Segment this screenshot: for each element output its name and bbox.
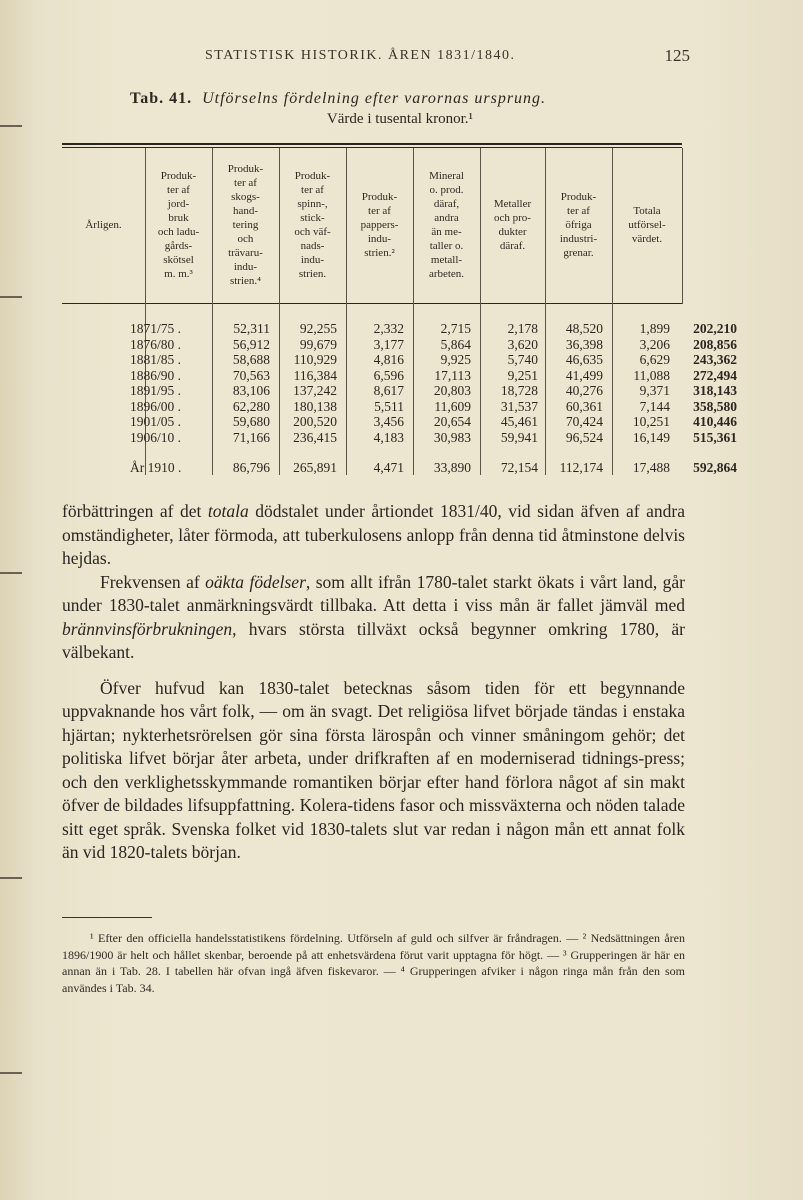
column-divider <box>682 148 683 304</box>
value-cell: 46,635 <box>565 352 603 367</box>
footnotes <box>62 930 685 996</box>
period-cell: 1891/95 . <box>130 383 182 398</box>
total-cell: 272,494 <box>693 367 737 383</box>
value-cell: 20,803 <box>433 383 471 398</box>
value-cell: 45,461 <box>500 414 538 429</box>
column-header: Produk- ter af jord- bruk och ladu- gårds- skötsel m. m.³ <box>157 170 200 280</box>
period-cell: 1896/00 . <box>130 398 182 414</box>
value-cell: 17,113 <box>434 367 471 383</box>
value-cell: 70,563 <box>232 367 270 383</box>
emphasis: oäkta födelser <box>205 571 306 592</box>
paragraph <box>62 500 685 571</box>
period-cell: 1871/75 . <box>130 321 182 336</box>
gutter-mark <box>0 572 22 574</box>
column-header: Totala utförsel- värdet. <box>628 205 666 245</box>
value-cell: 56,912 <box>232 336 270 352</box>
table-row <box>62 351 737 368</box>
value-cell: 8,617 <box>373 383 404 398</box>
table-row <box>62 382 737 399</box>
table-label: Tab. 41. <box>130 90 193 107</box>
period-cell: 1876/80 . <box>130 336 182 352</box>
total-cell: 318,143 <box>693 383 737 398</box>
column-header: Produk- ter af spinn-, stick- och väf- nads- indu- strien. <box>294 170 331 280</box>
value-cell: 92,255 <box>299 321 337 336</box>
total-cell: 592,864 <box>693 460 737 475</box>
value-cell: 60,361 <box>565 398 603 414</box>
value-cell: 71,166 <box>232 429 270 445</box>
total-cell: 202,210 <box>693 321 737 336</box>
gutter-mark <box>0 877 22 879</box>
table-title: Utförselns fördelning efter varornas ursprung. <box>202 90 547 107</box>
table-top-rule <box>62 143 682 145</box>
total-cell: 358,580 <box>693 398 737 414</box>
value-cell: 10,251 <box>632 414 670 429</box>
value-cell: 3,620 <box>507 336 538 352</box>
value-cell: 62,280 <box>232 398 270 414</box>
value-cell: 4,183 <box>373 429 404 445</box>
column-header: Metaller och pro- dukter däraf. <box>493 198 532 252</box>
text-run: , hvars största tillväxt också begynner omkring 1780, är välbekant. <box>62 618 685 662</box>
value-cell: 58,688 <box>232 352 270 367</box>
value-cell: 59,680 <box>232 414 270 429</box>
paragraph: Öfver hufvud kan 1830-talet betecknas såsom tiden för ett begynnande uppvaknande hos vårt folk, — om än svagt. Det religiösa lifvet började tändas i enstaka hjärtan; nykterhetsrörelsen gör sina första lärospån och vinner småningom gehör; det politiska lifvet börjar åter arbeta, under drifkraften af en moderniserad tidnings-press; och den verklighetsskymmande romantiken börjar efter hand förlora något af sin makt öfver de bildades lifsuppfattning. Kolera-tidens fasor och missväxterna och nöden talade sitt eget språk. Svenska folket vid 1830-talets slut var redan i någon mån ett annat folk än vid 1820-talets början. <box>62 677 685 862</box>
value-cell: 3,177 <box>373 336 404 352</box>
value-cell: 18,728 <box>500 383 538 398</box>
value-cell: 3,206 <box>639 336 670 352</box>
value-cell: 30,983 <box>433 429 471 445</box>
running-head: STATISTISK HISTORIK. ÅREN 1831/1840. <box>205 48 516 63</box>
value-cell: 99,679 <box>299 336 337 352</box>
value-cell: 5,740 <box>507 352 538 367</box>
value-cell: 2,715 <box>440 321 471 336</box>
value-cell: 41,499 <box>565 367 603 383</box>
table-top-rule-thin <box>62 147 682 148</box>
table-row-final <box>62 459 737 476</box>
value-cell: 86,796 <box>232 460 270 475</box>
value-cell: 7,144 <box>639 398 670 414</box>
value-cell: 3,456 <box>373 414 404 429</box>
value-cell: 1,899 <box>639 321 670 336</box>
value-cell: 9,925 <box>440 352 471 367</box>
text-run: Frekvensen af <box>100 571 206 592</box>
body-text <box>62 500 685 865</box>
period-cell: 1881/85 . <box>130 352 182 367</box>
value-cell: 2,332 <box>373 321 404 336</box>
footnote: ¹ Efter den officiella handelsstatistikens fördelning. Utförseln af guld och silfver är fråndragen. — ² Nedsättningen åren 1896/1900 är helt och hållet skenbar, beroende på att enhetsvärdena förut varit upptagna för högt. — ³ Grupperingen är här en annan än i Tab. 28. I tabellen här ofvan ingå äfven fiskevaror. — ⁴ Grupperingen afviker i någon ringa mån från den som användes i Tab. 34. <box>62 931 685 995</box>
footnote-rule <box>62 917 152 918</box>
value-cell: 2,178 <box>507 321 538 336</box>
value-cell: 17,488 <box>632 460 670 475</box>
value-cell: 4,816 <box>373 352 404 367</box>
value-cell: 20,654 <box>433 414 471 429</box>
value-cell: 112,174 <box>559 460 603 475</box>
value-cell: 9,371 <box>639 383 670 398</box>
value-cell: 5,511 <box>374 398 404 414</box>
text-run: dödstalet under årtiondet 1831/40, vid sidan äfven af andra omständigheter, låter förmoda, att tuberkulosens anlopp från denna tid åtminstone delvis hejdas. <box>62 501 685 568</box>
text-run: förbättringen af det <box>62 501 208 521</box>
value-cell: 59,941 <box>500 429 538 445</box>
total-cell: 243,362 <box>693 352 737 367</box>
table-subtitle: Värde i tusental kronor.¹ <box>326 111 474 127</box>
period-cell: 1906/10 . <box>130 429 182 445</box>
value-cell: 110,929 <box>293 352 337 367</box>
gutter-mark <box>0 296 22 298</box>
column-header: Mineral o. prod. däraf, andra än me- taller o. metall- arbeten. <box>428 170 465 280</box>
value-cell: 180,138 <box>293 398 337 414</box>
value-cell: 11,609 <box>434 398 471 414</box>
value-cell: 4,471 <box>373 460 404 475</box>
value-cell: 52,311 <box>233 321 270 336</box>
table-row <box>62 413 737 430</box>
page-number: 125 <box>664 46 690 65</box>
value-cell: 137,242 <box>293 383 337 398</box>
table-row <box>62 429 737 446</box>
value-cell: 83,106 <box>232 383 270 398</box>
table-row <box>62 398 737 415</box>
table-row <box>62 320 737 337</box>
value-cell: 72,154 <box>500 460 538 475</box>
total-cell: 208,856 <box>693 336 737 352</box>
period-cell: 1886/90 . <box>130 367 182 383</box>
value-cell: 200,520 <box>293 414 337 429</box>
value-cell: 33,890 <box>433 460 471 475</box>
table-caption <box>130 90 650 108</box>
emphasis: totala <box>207 501 249 521</box>
value-cell: 6,629 <box>639 352 670 367</box>
value-cell: 31,537 <box>500 398 538 414</box>
total-cell: 515,361 <box>693 429 737 445</box>
value-cell: 265,891 <box>293 460 337 475</box>
table-header-rule <box>62 303 682 304</box>
value-cell: 16,149 <box>632 429 670 445</box>
column-header: Produk- ter af öfriga industri- grenar. <box>559 191 598 259</box>
value-cell: 236,415 <box>293 429 337 445</box>
paragraph <box>62 571 685 665</box>
emphasis: brännvinsförbrukningen <box>62 618 233 639</box>
gutter-mark <box>0 1072 22 1074</box>
column-header: Produk- ter af skogs- hand- tering och trävaru- indu- strien.⁴ <box>227 163 264 287</box>
value-cell: 36,398 <box>565 336 603 352</box>
value-cell: 96,524 <box>565 429 603 445</box>
text-run: , som allt ifrån 1780-talet starkt ökats i vårt land, går under 1830-talet anmärkningsvärdt tillbaka. Att detta i viss mån är fallet jämväl med <box>62 571 685 615</box>
period-cell: År 1910 . <box>130 460 182 475</box>
table-row <box>62 336 737 353</box>
column-header: Produk- ter af pappers- indu- strien.² <box>360 191 399 259</box>
gutter-mark <box>0 125 22 127</box>
value-cell: 9,251 <box>507 367 538 383</box>
table-row <box>62 367 737 384</box>
total-cell: 410,446 <box>693 414 737 429</box>
value-cell: 40,276 <box>565 383 603 398</box>
value-cell: 116,384 <box>293 367 337 383</box>
column-header: Årligen. <box>85 219 122 231</box>
value-cell: 5,864 <box>440 336 471 352</box>
value-cell: 6,596 <box>373 367 404 383</box>
value-cell: 70,424 <box>565 414 603 429</box>
value-cell: 48,520 <box>565 321 603 336</box>
period-cell: 1901/05 . <box>130 414 182 429</box>
value-cell: 11,088 <box>633 367 670 383</box>
